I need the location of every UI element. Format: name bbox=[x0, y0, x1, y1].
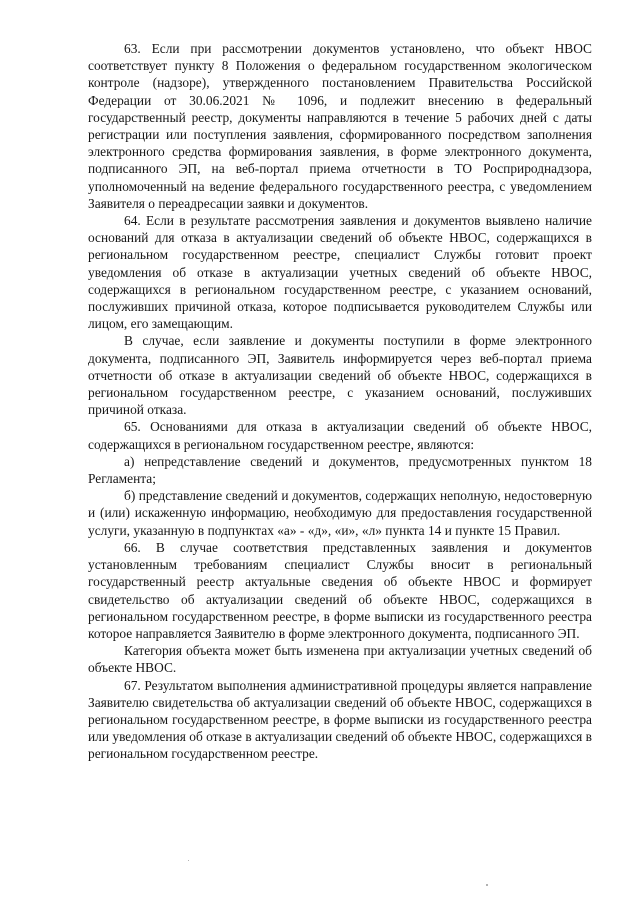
scan-speck bbox=[486, 884, 488, 886]
paragraph-63: 63. Если при рассмотрении документов установлено, что объект НВОС соответствует пункту 8 Положения о федеральном государственном экологическом контроле (надзоре), утвержденного постановлением Правительства Российской Федерации от 30.06.2021 № 1096, и подлежит внесению в федеральный государственный реестр, документы направляются в течение 5 рабочих дней с даты регистрации или поступления заявления, сформированного посредством заполнения электронного средства формирования заявления, в форме электронного документа, подписанного ЭП, на веб-портал приема отчетности в ТО Росприроднадзора, уполномоченный на ведение федерального государственного реестра, с уведомлением Заявителя о переадресации заявки и документов. bbox=[88, 41, 592, 211]
paragraph-64-electronic: В случае, если заявление и документы поступили в форме электронного документа, подписанного ЭП, Заявитель информируется через веб-портал приема отчетности об отказе в актуализации сведений об объекте НВОС, содержащихся в региональном государственном реестре, с указанием оснований, послуживших причиной отказа. bbox=[88, 333, 592, 418]
paragraph-65-a: а) непредставление сведений и документов, предусмотренных пунктом 18 Регламента; bbox=[88, 453, 592, 487]
scan-speck bbox=[188, 860, 189, 861]
paragraph-64: 64. Если в результате рассмотрения заявления и документов выявлено наличие оснований для отказа в актуализации сведений об объекте НВОС, содержащихся в региональном государственном реестре, специалист Службы готовит проект уведомления об отказе в актуализации учетных сведений об объекте НВОС, содержащихся в региональном государственном реестре, с указанием оснований, послуживших причиной отказа, которое подписывается руководителем Службы или лицом, его замещающим. bbox=[88, 213, 592, 332]
paragraph-65-b: б) представление сведений и документов, содержащих неполную, недостоверную и (или) искаженную информацию, необходимую для предоставления государственной услуги, указанную в подпунктах «а» - «д», «и», «л» пункта 14 и пункте 15 Правил. bbox=[88, 488, 592, 538]
paragraph-66: 66. В случае соответствия представленных заявления и документов установленным требованиям специалист Службы вносит в региональный государственный реестр актуальные сведения об объекте НВОС и формирует свидетельство об актуализации сведений об объекте НВОС, содержащихся в региональном государственном реестре, в форме выписки из государственного реестра которое направляется Заявителю в форме электронного документа, подписанного ЭП. bbox=[88, 539, 592, 641]
paragraph-65: 65. Основаниями для отказа в актуализации сведений об объекте НВОС, содержащихся в региональном государственном реестре, являются: bbox=[88, 419, 592, 452]
paragraph-66-category: Категория объекта может быть изменена при актуализации учетных сведений об объекте НВОС. bbox=[88, 643, 592, 676]
paragraph-67: 67. Результатом выполнения административной процедуры является направление Заявителю свидетельства об актуализации сведений об объекте НВОС, содержащихся в региональном государственном реестре, в форме выписки из государственного реестра или уведомления об отказе в актуализации сведений об объекте НВОС, содержащихся в региональном государственном реестре. bbox=[88, 677, 592, 762]
document-page bbox=[88, 40, 592, 763]
